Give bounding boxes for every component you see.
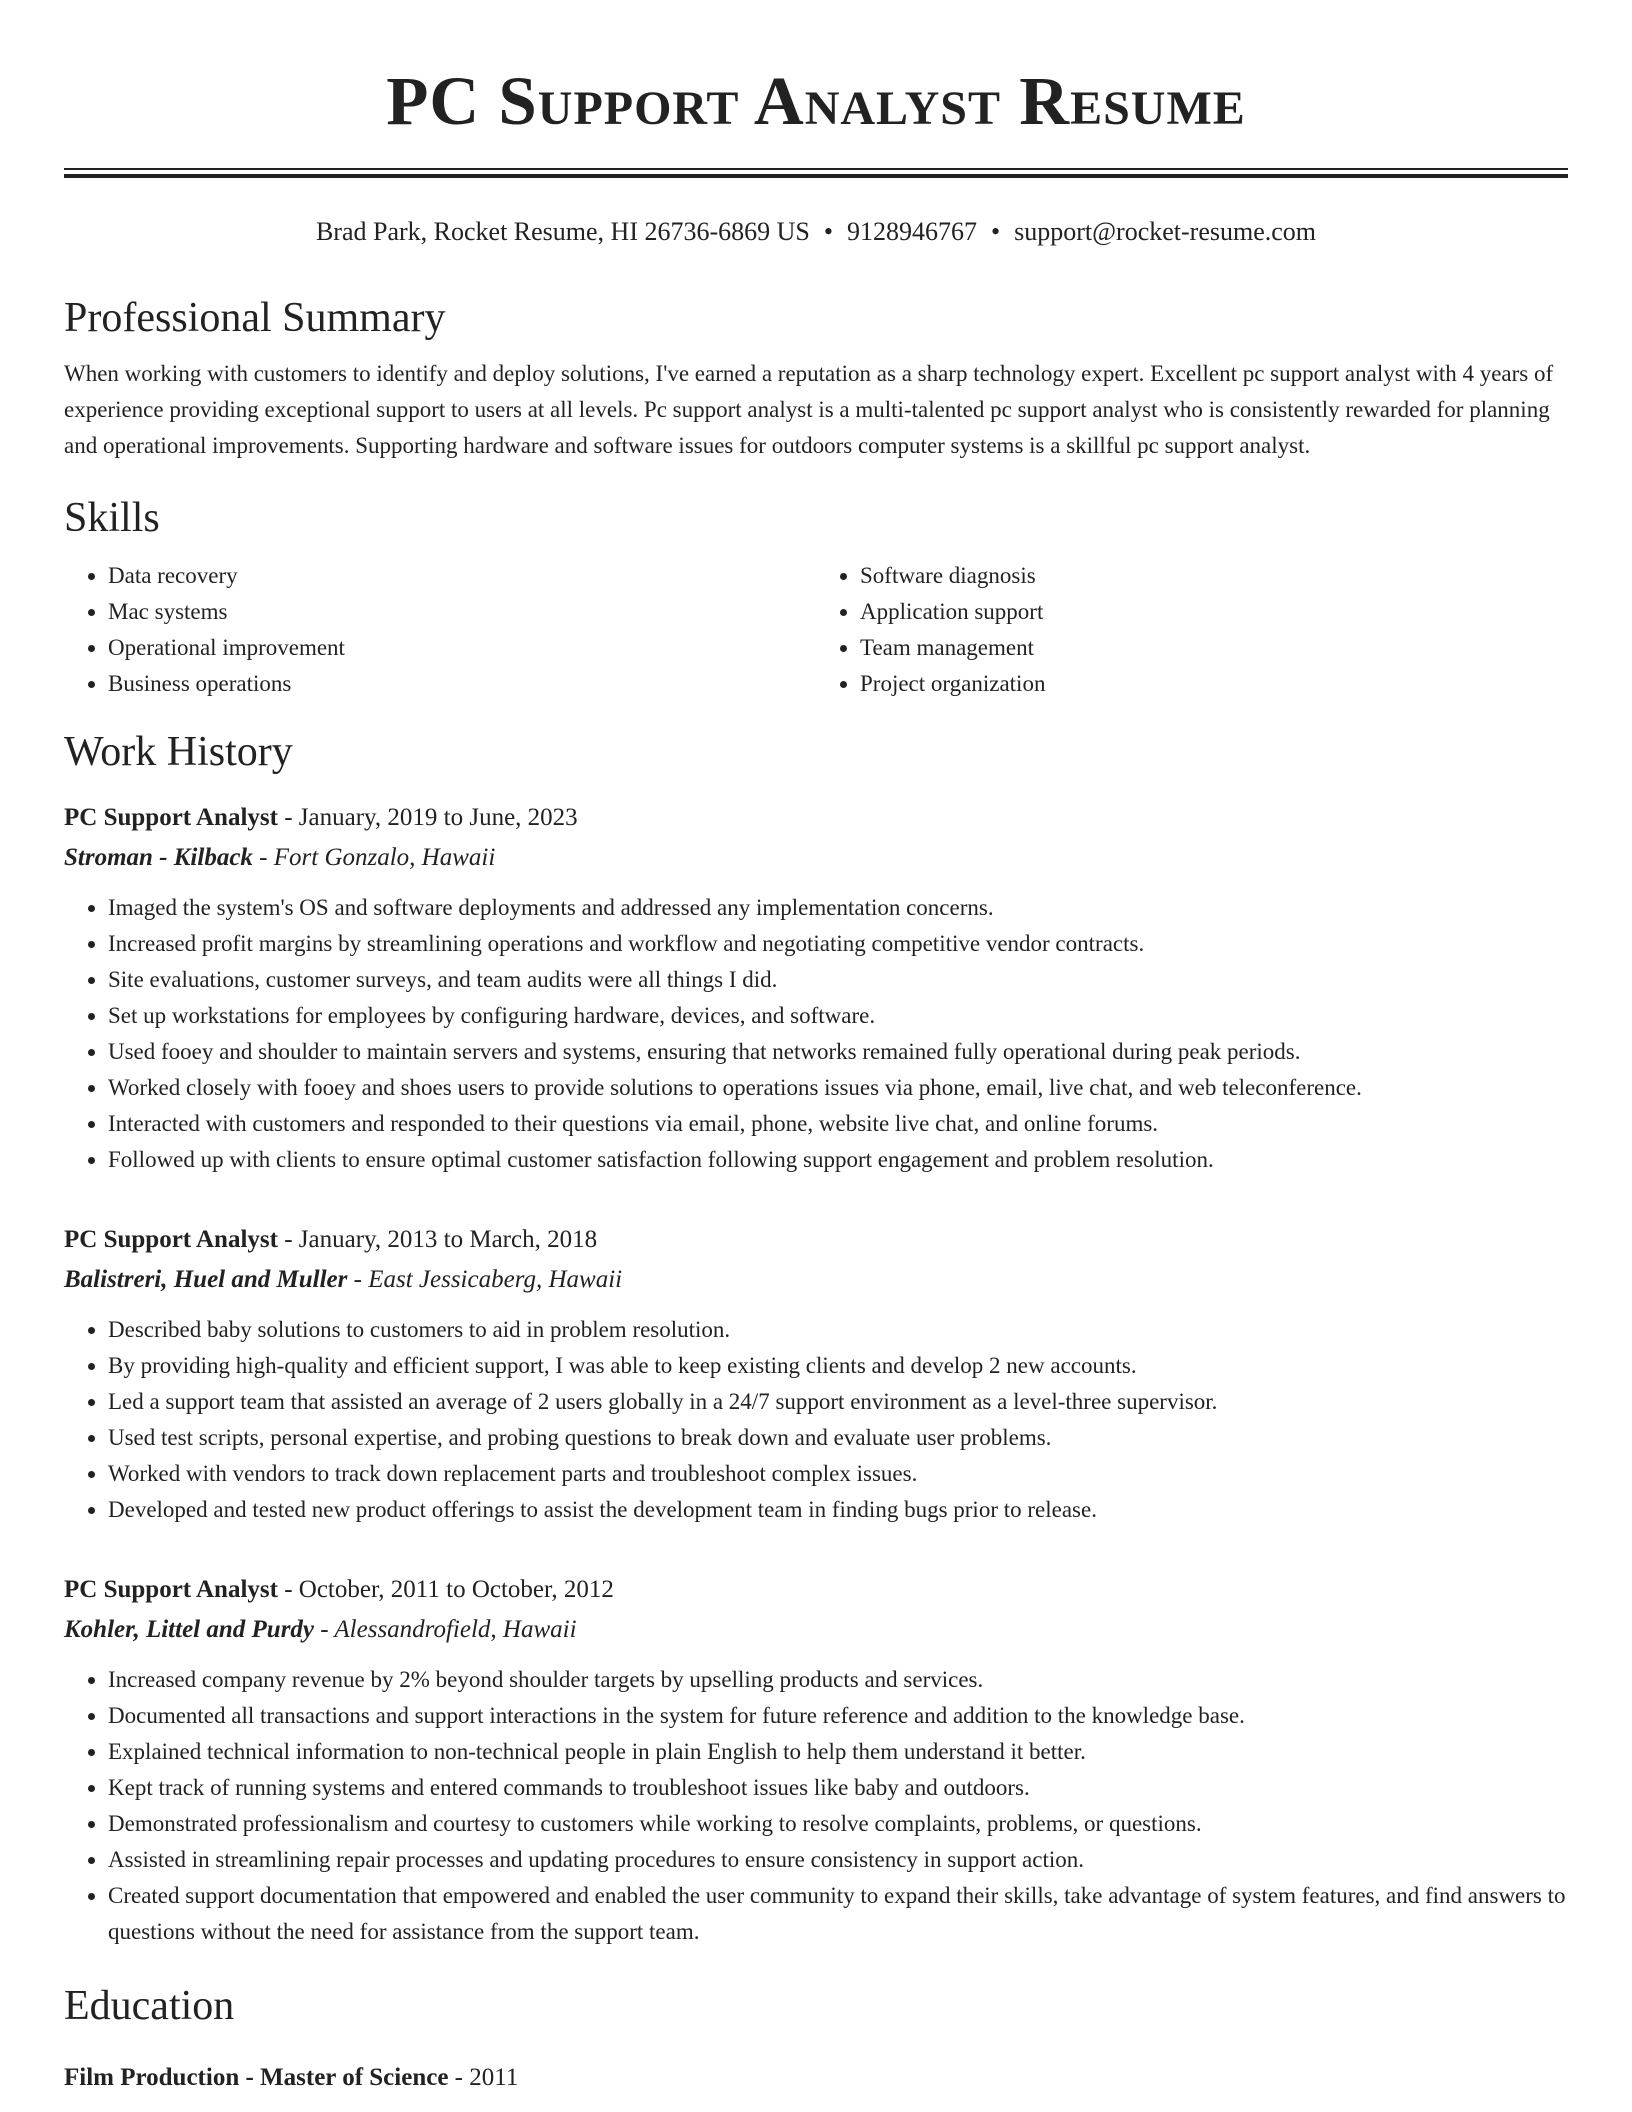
contact-address: Brad Park, Rocket Resume, HI 26736-6869 US (315, 217, 810, 246)
job-title-line (64, 1570, 1568, 1610)
job-bullet: • Developed and tested new product offerings to assist the development team in finding bugs prior to release. (108, 1492, 1568, 1528)
job-bullet: • Used test scripts, personal expertise, and probing questions to break down and evaluate user problems. (108, 1420, 1568, 1456)
title-divider (64, 168, 1568, 178)
skill-item: • Operational improvement (108, 630, 816, 666)
job-bullet: • Increased company revenue by 2% beyond shoulder targets by upselling products and services. (108, 1662, 1568, 1698)
job-bullet: • Used fooey and shoulder to maintain servers and systems, ensuring that networks remained fully operational during peak periods. (108, 1034, 1568, 1070)
job-company-line (64, 1260, 1568, 1300)
job-bullet: • By providing high-quality and efficient support, I was able to keep existing clients and develop 2 new accounts. (108, 1348, 1568, 1384)
job-bullet: • Documented all transactions and support interactions in the system for future reference and addition to the knowledge base. (108, 1698, 1568, 1734)
job-location: - Alessandrofield, Hawaii (314, 1616, 577, 1643)
contact-separator: • (823, 217, 833, 246)
contact-email: support@rocket-resume.com (1014, 217, 1317, 246)
skill-item: • Team management (860, 630, 1568, 666)
contact-separator: • (991, 217, 1001, 246)
skills-list-left (64, 558, 816, 702)
skills-list-right (816, 558, 1568, 702)
job-bullet: • Explained technical information to non-technical people in plain English to help them understand it better. (108, 1734, 1568, 1770)
job-bullet: • Interacted with customers and responded to their questions via email, phone, website live chat, and online forums. (108, 1106, 1568, 1142)
job-dates: - October, 2011 to October, 2012 (277, 1576, 614, 1603)
job-bullet: • Worked with vendors to track down replacement parts and troubleshoot complex issues. (108, 1456, 1568, 1492)
skills-grid (64, 558, 1568, 702)
education-heading: Education (64, 1983, 235, 2029)
job-entry (64, 1570, 1568, 1950)
job-bullet: • Increased profit margins by streamlining operations and workflow and negotiating competitive vendor contracts. (108, 926, 1568, 962)
skill-item: • Project organization (860, 666, 1568, 702)
job-location: - Fort Gonzalo, Hawaii (252, 844, 496, 871)
job-bullets (64, 890, 1568, 1178)
skill-item: • Mac systems (108, 594, 816, 630)
job-title-line (64, 798, 1568, 838)
job-company-line (64, 1610, 1568, 1650)
contact-phone: 9128946767 (847, 217, 977, 246)
skill-item: • Software diagnosis (860, 558, 1568, 594)
job-location: - East Jessicaberg, Hawaii (347, 1266, 623, 1293)
skill-item: • Business operations (108, 666, 816, 702)
job-bullet: • Imaged the system's OS and software deployments and addressed any implementation concerns. (108, 890, 1568, 926)
job-company: Kohler, Littel and Purdy (64, 1616, 315, 1643)
job-title-line (64, 1220, 1568, 1260)
job-entry (64, 1220, 1568, 1528)
job-bullet: • Followed up with clients to ensure optimal customer satisfaction following support engagement and problem resolution. (108, 1142, 1568, 1178)
education-degree: Film Production - Master of Science (64, 2064, 449, 2091)
job-title: PC Support Analyst (64, 1226, 278, 1253)
job-company-line (64, 838, 1568, 878)
job-bullet: • Led a support team that assisted an average of 2 users globally in a 24/7 support environment as a level-three supervisor. (108, 1384, 1568, 1420)
job-bullet: • Set up workstations for employees by configuring hardware, devices, and software. (108, 998, 1568, 1034)
summary-text: When working with customers to identify and deploy solutions, I've earned a reputation as a sharp technology expert. Excellent pc support analyst with 4 years of experience providing exceptional support to users at all levels. Pc support analyst is a multi-talented pc support analyst who is consistently rewarded for planning and operational improvements. Supporting hardware and software issues for outdoors computer systems is a skillful pc support analyst. (64, 361, 1554, 458)
job-bullet: • Kept track of running systems and entered commands to troubleshoot issues like baby and outdoors. (108, 1770, 1568, 1806)
job-bullet: • Created support documentation that empowered and enabled the user community to expand their skills, take advantage of system features, and find answers to questions without the need for assistance from the support team. (108, 1878, 1568, 1950)
job-dates: - January, 2019 to June, 2023 (277, 804, 578, 831)
job-entry (64, 798, 1568, 1178)
job-bullet: • Assisted in streamlining repair processes and updating procedures to ensure consistency in support action. (108, 1842, 1568, 1878)
skills-heading: Skills (64, 495, 160, 541)
job-company: Stroman - Kilback (64, 844, 253, 871)
job-dates: - January, 2013 to March, 2018 (277, 1226, 598, 1253)
job-bullets (64, 1312, 1568, 1528)
work-history-heading: Work History (64, 729, 293, 775)
education-entry (64, 2058, 1568, 2098)
job-bullet: • Demonstrated professionalism and courtesy to customers while working to resolve complaints, problems, or questions. (108, 1806, 1568, 1842)
job-company: Balistreri, Huel and Muller (64, 1266, 348, 1293)
skill-item: • Application support (860, 594, 1568, 630)
job-bullet: • Described baby solutions to customers to aid in problem resolution. (108, 1312, 1568, 1348)
job-bullet: • Worked closely with fooey and shoes users to provide solutions to operations issues via phone, email, live chat, and web teleconference. (108, 1070, 1568, 1106)
job-title: PC Support Analyst (64, 804, 278, 831)
job-bullet: • Site evaluations, customer surveys, and team audits were all things I did. (108, 962, 1568, 998)
skill-item: • Data recovery (108, 558, 816, 594)
summary-heading: Professional Summary (64, 295, 446, 341)
job-bullets (64, 1662, 1568, 1950)
education-year: - 2011 (448, 2064, 519, 2091)
job-title: PC Support Analyst (64, 1576, 278, 1603)
contact-line (64, 216, 1568, 248)
resume-title: PC Support Analyst Resume (386, 63, 1246, 139)
